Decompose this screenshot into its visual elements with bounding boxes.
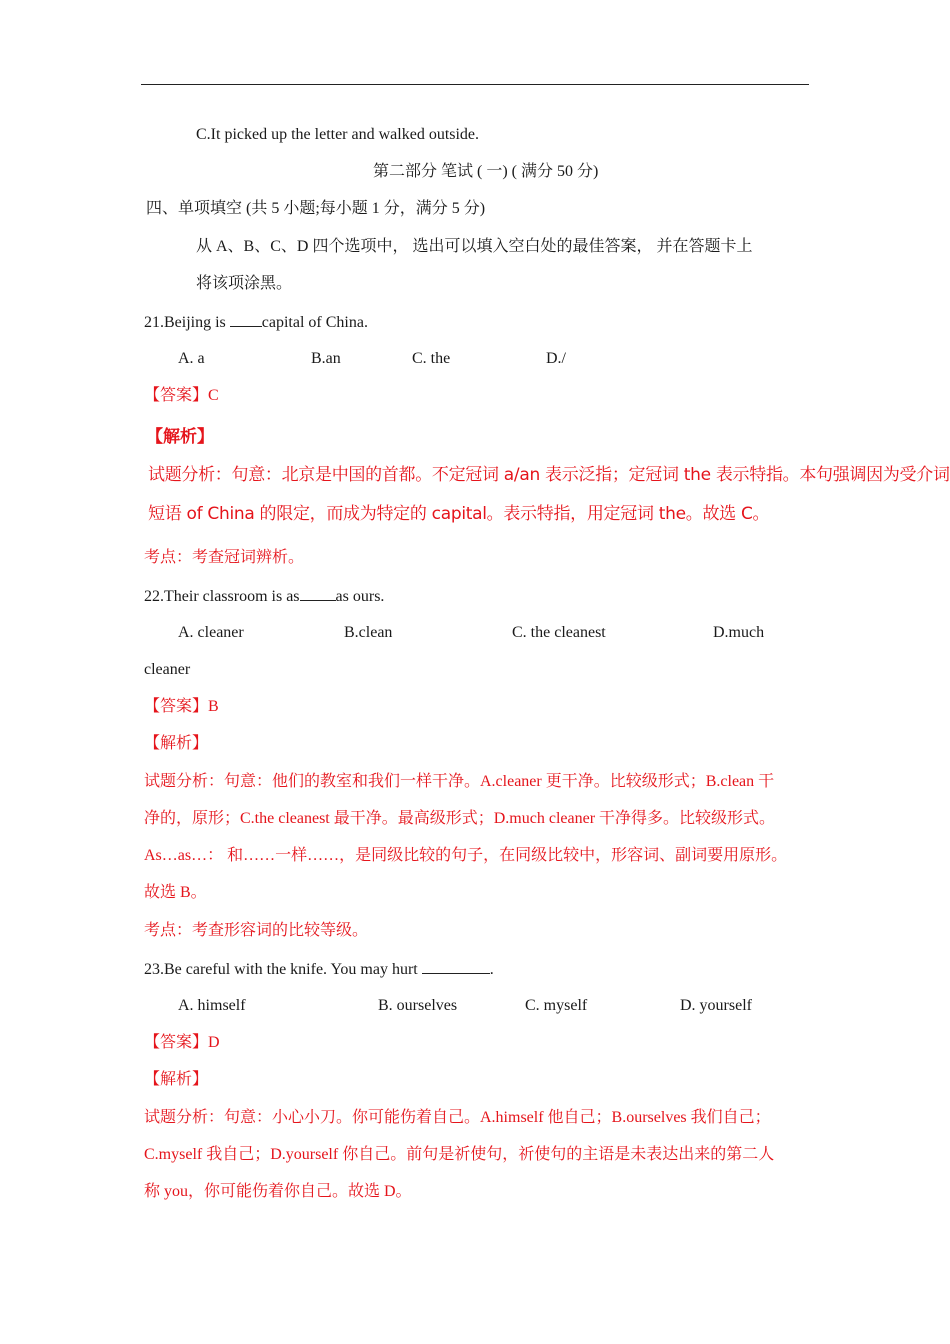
answer-blank	[230, 312, 262, 327]
question-21-option-b: B.an	[311, 350, 341, 367]
question-22-option-d: D.much	[713, 624, 765, 641]
question-23-option-d: D. yourself	[680, 997, 752, 1014]
question-21-point: 考点：考查冠词辨析。	[144, 549, 305, 566]
question-22-option-a: A. cleaner	[178, 624, 244, 641]
question-23-analysis-line-1: 试题分析：句意：小心小刀。你可能伤着自己。A.himself 他自己；B.ourselves 我们自己；	[144, 1109, 771, 1126]
instruction-line-1: 从 A、B、C、D 四个选项中， 选出可以填入空白处的最佳答案， 并在答题卡上	[196, 238, 753, 255]
question-22-option-b: B.clean	[344, 624, 393, 641]
question-21-stem-before: 21.Beijing is	[144, 314, 230, 331]
question-23-stem-before: 23.Be careful with the knife. You may hurt	[144, 961, 422, 978]
question-22-stem-after: as ours.	[335, 588, 385, 605]
question-21-analysis-label: 【解析】	[146, 427, 214, 446]
question-21-stem-after: capital of China.	[261, 314, 368, 331]
question-22-analysis-label: 【解析】	[144, 735, 209, 752]
question-22-answer: 【答案】B	[144, 698, 219, 715]
header-rule	[141, 84, 809, 85]
question-22-point: 考点：考查形容词的比较等级。	[144, 922, 369, 939]
question-23-analysis-line-3: 称 you，你可能伤着你自己。故选 D。	[144, 1183, 412, 1200]
question-23-stem	[144, 959, 494, 980]
question-23-analysis-line-2: C.myself 我自己；D.yourself 你自己。前句是祈使句，祈使句的主语是未表达出来的第二人	[144, 1146, 775, 1163]
question-21-option-d: D./	[546, 350, 566, 367]
question-22-option-d-wrap: cleaner	[144, 661, 191, 678]
question-22-option-c: C. the cleanest	[512, 624, 606, 641]
question-23-option-c: C. myself	[525, 997, 588, 1014]
answer-blank	[422, 959, 490, 974]
question-21-option-c: C. the	[412, 350, 451, 367]
question-21-analysis-line-1: 试题分析：句意：北京是中国的首都。不定冠词 a/an 表示泛指；定冠词 the 表示特指。本句强调因为受介词	[148, 465, 950, 485]
question-22-stem-before: 22.Their classroom is as	[144, 588, 300, 605]
answer-blank	[300, 586, 336, 601]
instruction-line-2: 将该项涂黑。	[196, 275, 293, 292]
part-title: 第二部分 笔试 ( 一) ( 满分 50 分)	[373, 163, 599, 180]
question-22-analysis-line-2: 净的，原形；C.the cleanest 最干净。最高级形式；D.much cleaner 干净得多。比较级形式。	[144, 810, 776, 827]
section-heading: 四、单项填空 (共 5 小题;每小题 1 分，满分 5 分)	[146, 200, 486, 217]
question-21-answer: 【答案】C	[144, 387, 219, 404]
question-22-analysis-line-1: 试题分析：句意：他们的教室和我们一样干净。A.cleaner 更干净。比较级形式；B.clean 干	[144, 773, 775, 790]
previous-option-c: C.It picked up the letter and walked outside.	[196, 126, 480, 143]
question-21-stem	[144, 312, 368, 333]
question-21-option-a: A. a	[178, 350, 205, 367]
question-21-analysis-line-2: 短语 of China 的限定，而成为特定的 capital。表示特指，用定冠词 the。故选 C。	[148, 504, 770, 524]
question-23-option-a: A. himself	[178, 997, 246, 1014]
question-23-option-b: B. ourselves	[378, 997, 458, 1014]
question-22-analysis-line-3: As…as…： 和……一样……，是同级比较的句子，在同级比较中，形容词、副词要用原形。	[144, 847, 788, 864]
question-23-answer: 【答案】D	[144, 1034, 220, 1051]
question-22-stem	[144, 586, 384, 607]
question-23-analysis-label: 【解析】	[144, 1071, 209, 1088]
question-23-stem-after: .	[489, 961, 494, 978]
question-22-analysis-line-4: 故选 B。	[144, 884, 207, 901]
